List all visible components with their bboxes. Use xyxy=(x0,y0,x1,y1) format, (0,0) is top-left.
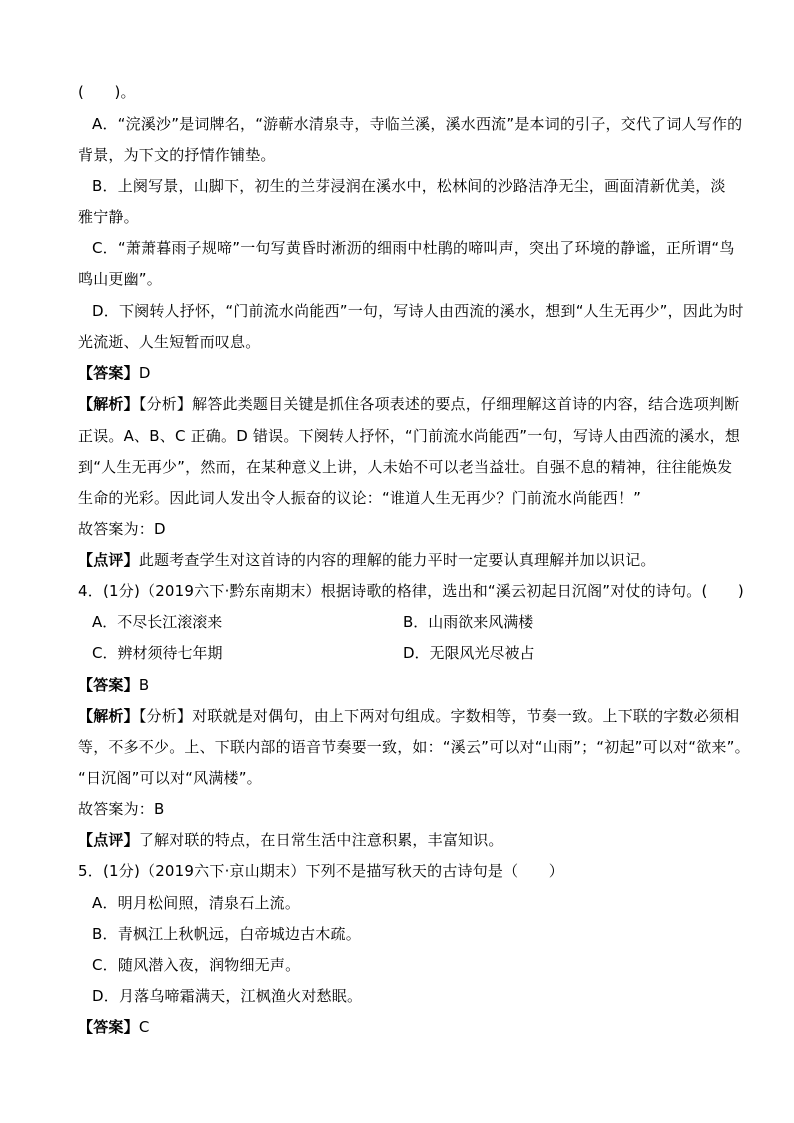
q3-option-d-line2: 光流逝、人生短暂而叹息。 xyxy=(78,333,261,351)
answer-tag: 【答案】 xyxy=(78,1018,139,1036)
q3-option-c-line2: 鸣山更幽”。 xyxy=(78,270,162,288)
q4-analysis-line3: “日沉阁”可以对“风满楼”。 xyxy=(78,769,262,787)
q3-analysis-line1 xyxy=(78,394,739,414)
q5-answer xyxy=(78,1017,150,1037)
analysis-tag: 【解析】 xyxy=(78,707,139,725)
comment-tag: 【点评】 xyxy=(78,551,139,569)
q4-analysis-line1 xyxy=(78,706,739,726)
answer-value: C xyxy=(138,1018,150,1036)
q3-answer xyxy=(78,363,151,383)
q3-option-c-line1: C．“萧萧暮雨子规啼”一句写黄昏时淅沥的细雨中杜鹃的啼叫声，突出了环境的静谧，正所谓“鸟 xyxy=(92,239,735,257)
comment-tag: 【点评】 xyxy=(78,831,139,849)
q3-stem-tail: ( )。 xyxy=(78,83,136,101)
q3-analysis-line4: 生命的光彩。因此词人发出令人振奋的议论：“谁道人生无再少？门前流水尚能西！” xyxy=(78,489,642,507)
answer-value: B xyxy=(138,676,150,694)
answer-tag: 【答案】 xyxy=(78,676,139,694)
q3-comment xyxy=(78,550,656,570)
q3-option-a-line1: A．“浣溪沙”是词牌名，“游蕲水清泉寺，寺临兰溪，溪水西流”是本词的引子，交代了词人写作的 xyxy=(92,115,743,133)
q4-analysis-line2: 等，不多不少。上、下联内部的语音节奏要一致，如：“溪云”可以对“山雨”；“初起”可以对“欲来”。 xyxy=(78,738,750,756)
q3-option-b-line1: B．上阕写景，山脚下，初生的兰芽浸润在溪水中，松林间的沙路洁净无尘，画面清新优美，淡 xyxy=(92,177,726,195)
q5-option-b: B．青枫江上秋帆远，白帝城边古木疏。 xyxy=(92,925,361,943)
q3-analysis-line2: 正误。A、B、C 正确。D 错误。下阕转人抒怀，“门前流水尚能西”一句，写诗人由西流的溪水，想 xyxy=(78,427,741,445)
q5-stem: 5．(1分)（2019六下·京山期末）下列不是描写秋天的古诗句是（ ） xyxy=(78,862,564,880)
analysis-text: 【分析】对联就是对偶句，由上下两对句组成。字数相等，节奏一致。上下联的字数必须相 xyxy=(138,707,740,725)
answer-tag: 【答案】 xyxy=(78,364,139,382)
q4-option-a: A．不尽长江滚滚来 xyxy=(92,613,223,631)
comment-text: 了解对联的特点，在日常生活中注意积累，丰富知识。 xyxy=(138,831,504,849)
analysis-text: 【分析】解答此类题目关键是抓住各项表述的要点，仔细理解这首诗的内容，结合选项判断 xyxy=(138,395,740,413)
q4-option-c: C．辨材须待七年期 xyxy=(92,644,223,662)
q3-option-a-line2: 背景，为下文的抒情作铺垫。 xyxy=(78,146,276,164)
q4-answer xyxy=(78,675,149,695)
q3-analysis-line3: 到“人生无再少”，然而，在某种意义上讲，人未始不可以老当益壮。自强不息的精神，往往能焕发 xyxy=(78,458,733,476)
answer-value: D xyxy=(138,364,151,382)
q3-final-answer: 故答案为：D xyxy=(78,520,166,538)
comment-text: 此题考查学生对这首诗的内容的理解的能力平时一定要认真理解并加以识记。 xyxy=(138,551,656,569)
analysis-tag: 【解析】 xyxy=(78,395,139,413)
q5-option-d: D．月落乌啼霜满天，江枫渔火对愁眠。 xyxy=(92,987,363,1005)
q5-option-c: C．随风潜入夜，润物细无声。 xyxy=(92,956,301,974)
q4-stem: 4．(1分)（2019六下·黔东南期末）根据诗歌的格律，选出和“溪云初起日沉阁”对仗的诗句。( ) xyxy=(78,582,744,600)
q4-comment xyxy=(78,830,504,850)
q3-option-b-line2: 雅宁静。 xyxy=(78,208,139,226)
q4-option-d: D．无限风光尽被占 xyxy=(403,644,535,662)
q5-option-a: A．明月松间照，清泉石上流。 xyxy=(92,894,301,912)
q4-option-b: B．山雨欲来风满楼 xyxy=(403,613,534,631)
q3-option-d-line1: D．下阕转人抒怀，“门前流水尚能西”一句，写诗人由西流的溪水，想到“人生无再少”，因此为时 xyxy=(92,302,744,320)
q4-final-answer: 故答案为：B xyxy=(78,800,165,818)
